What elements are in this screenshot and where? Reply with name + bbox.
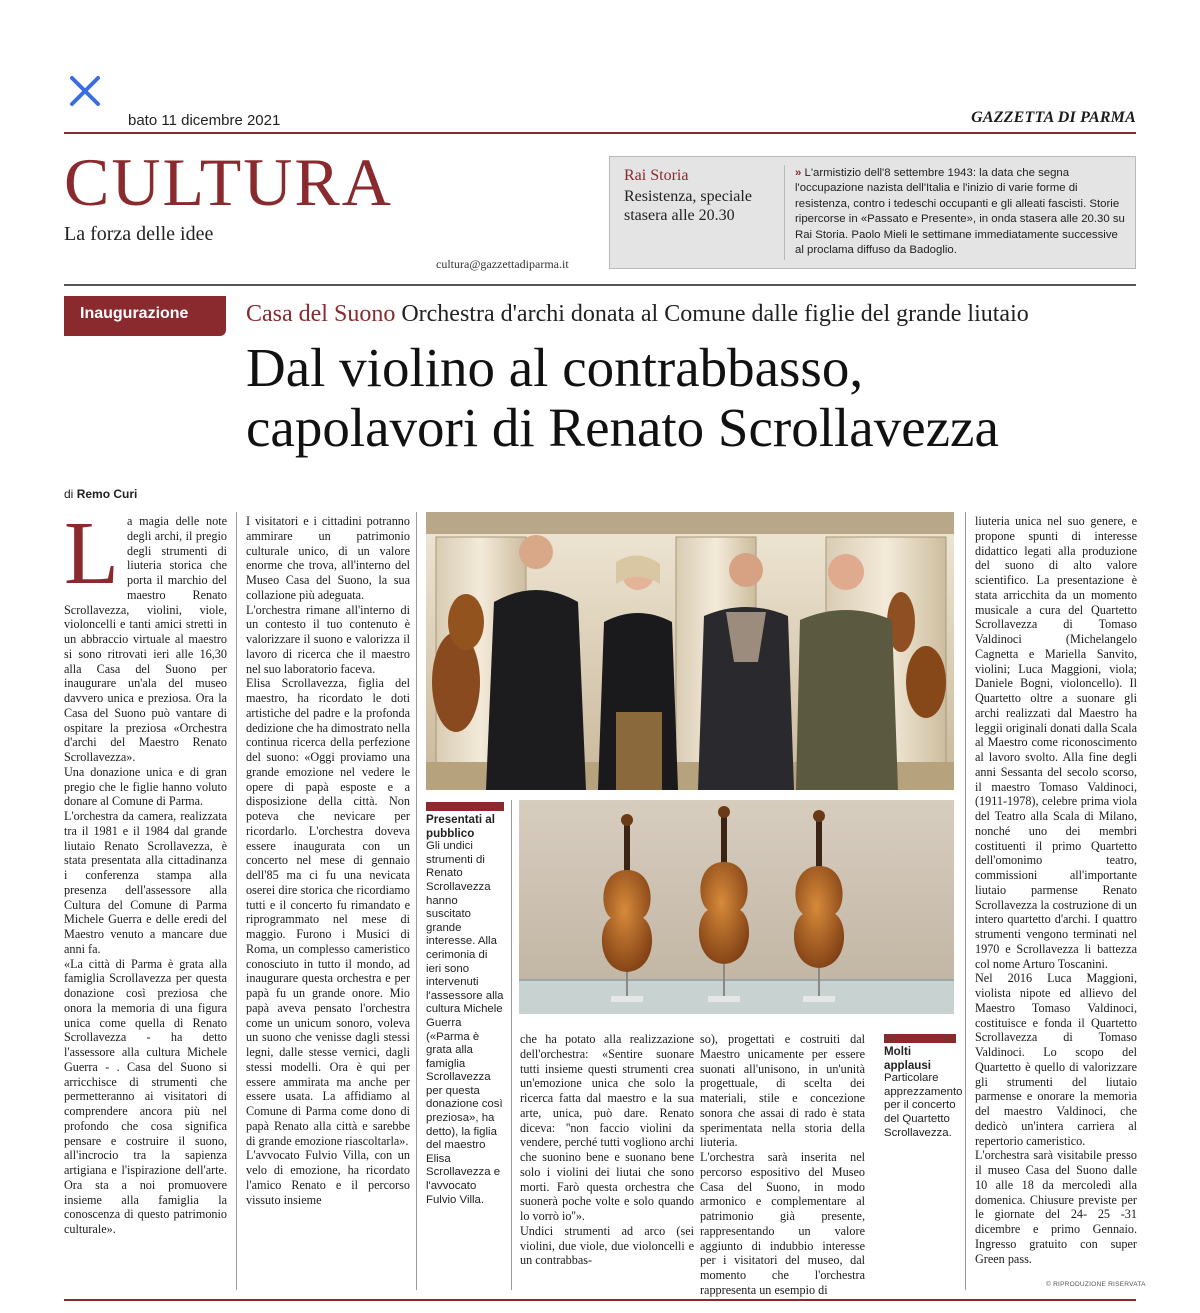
caption-bar [426, 802, 504, 811]
promo-divider [784, 165, 785, 260]
paragraph: L'orchestra rimane all'interno di un contesto il tuo contenuto è valorizzare il suono e valorizza il lavoro di ricerca che il maestro nel suo laboratorio faceva. [246, 602, 410, 676]
article-tag [64, 296, 226, 348]
article-column-5 [975, 514, 1137, 1266]
article-column-4 [700, 1032, 865, 1298]
photo-caption-1 [426, 802, 504, 1207]
paragraph [64, 504, 227, 765]
close-button[interactable] [62, 68, 108, 114]
paragraph: L'orchestra sarà inserita nel percorso espositivo del Museo Casa del Suono, in modo armonico e complementare al patrimonio già presente, rappresentando un valore aggiunto di indubbio interesse per i visitatori del museo, dal momento che l'orchestra rappresenta un esempio di [700, 1150, 865, 1297]
tv-promo-box [609, 156, 1136, 269]
section-rule [64, 284, 1136, 286]
caption-bar [884, 1034, 956, 1043]
article-column-3 [520, 1032, 694, 1268]
column-divider [236, 512, 237, 1290]
column-divider [511, 800, 512, 1290]
byline-prefix: di [64, 487, 74, 501]
column-divider [965, 512, 966, 1290]
byline-author: Remo Curi [76, 487, 138, 501]
promo-body: L'armistizio dell'8 settembre 1943: la data che segna l'occupazione nazista dell'Italia e l'inizio di varie forme di resistenza, contro i tedeschi occupanti e gli alleati fascisti. Storie ripercorse in «Passato e Presente», in onda stasera alle 20.30 su Rai Storia. Paolo Mieli le settimane immediatamente successive al proclama diffuso da Badoglio. [795, 167, 1125, 257]
paragraph: Elisa Scrollavezza, figlia del maestro, ha ricordato le doti artistiche del padre e la profonda dedizione che ha dimostrato nella continua ricerca della perfezione del suono: «Oggi proviamo una grande emozione nel vedere le opere di papà esposte e a disposizione della città. Non poteva che nevicare per ricordarlo. L'orchestra doveva essere inaugurata con un concerto nel mese di gennaio dell'85 ma ci fu una nevicata oserei dire storica che ricordiamo tutti e il concerto fu rimandato e riprogrammato nel mese di maggio. Furono i Musici di Roma, un complesso cameristico conosciuto in tutto il mondo, ad inaugurare questa orchestra e per papà fu un grande onore. Mio papà aveva pensato l'orchestra come un unicum sonoro, voleva un suono che venisse dagli stessi legni, dalle stesse vernici, dagli stessi modelli. Ora è qui per essere ammirata ma anche per essere usata. La affidiamo al Comune di Parma come dono di papà Renato alla città e sarebbe di grande emozione riascoltarla». [246, 676, 410, 1148]
section-email: cultura@gazzettadiparma.it [436, 257, 569, 271]
article-column-1 [64, 504, 227, 1237]
paragraph: che ha potato alla realizzazione dell'orchestra: «Sentire suonare tutti insieme questi strumenti crea un'emozione unica che solo la ricerca fatta dal maestro e la sua arte, unica, può dare. Renato diceva: ''non faccio violini da vendere, perché tutti vogliono archi che suonino bene e suonano bene solo i violini dei liutai che sono morti. Farò questa orchestra che suonerà poche volte e solo quando lo vorrò io''». [520, 1032, 694, 1223]
paragraph-text: a magia delle note degli archi, il pregio degli strumenti di liuteria storica che porta il marchio del maestro Renato Scrollavezza, violini, viole, violoncelli e tanti amici stretti in un abbraccio virtuale al maestro si sono ritrovati ieri alle 16,30 alla Casa del Suono per inaugurare un'ala del museo davvero unica e preziosa. Ora la Casa del Suono può vantare di ospitare la preziosa «Orchestra d'archi del Maestro Renato Scrollavezza». [64, 514, 227, 764]
photo-caption-2 [884, 1034, 963, 1140]
article-column-2 [246, 514, 410, 1207]
promo-lead: Resistenza, speciale stasera alle 20.30 [624, 188, 752, 224]
headline-line-2: capolavori di Renato Scrollavezza [246, 397, 999, 458]
close-icon [62, 68, 108, 114]
bottom-rule [64, 1299, 1136, 1301]
column-divider [416, 512, 417, 1290]
promo-channel: Rai Storia [624, 167, 689, 184]
caption-title: Molti applausi [884, 1045, 932, 1072]
section-title: CULTURA [64, 144, 393, 220]
paragraph: liuteria unica nel suo genere, e propone spunti di interesse didattico legati alla produzione del suono di alto valore scientifico. La presentazione è stata arricchita da un momento musicale a cura del Quartetto Scrollavezza di Tomaso Valdinoci (Michelangelo Cagnetta e Mariella Sanvito, violini; Luca Maggioni, viola; Daniele Bogni, violoncello). Il Quartetto oltre a suonare gli archi realizzati dal Maestro ha leggii originali donati dalla Scala al Maestro come riconoscimento al lavoro svolto. Alla fine degli anni Sessanta del secolo scorso, il maestro Tomaso Valdinoci, (1911-1978), celebre prima viola del Teatro alla Scala di Milano, nonché uno dei membri costituenti il primo Quartetto dell'omonimo teatro, commissioni all'importante liutaio parmense Renato Scrollavezza la costruzione di un intero quartetto d'archi. I quattro strumenti vengono terminati nel 1970 e Scrollavezza li battezza col nome Arturo Toscanini. [975, 514, 1137, 971]
caption-title: Presentati al pubblico [426, 813, 495, 840]
masthead: GAZZETTA DI PARMA [971, 109, 1136, 126]
page-date: bato 11 dicembre 2021 [128, 112, 281, 129]
byline [64, 487, 137, 501]
article-headline [246, 338, 999, 458]
paragraph: L'avvocato Fulvio Villa, con un velo di emozione, ha ricordato l'amico Renato e il percorso vissuto insieme [246, 1148, 410, 1207]
paragraph: so), progettati e costruiti dal Maestro unicamente per essere suonati all'unisono, in un'unità progettuale, di scelta dei materiali, stile e concezione sonora che assai di rado è stata sperimentata nella storia della liuteria. [700, 1032, 865, 1150]
kicker-main: Orchestra d'archi donata al Comune dalle figlie del grande liutaio [401, 301, 1029, 327]
copyright-notice: © RIPRODUZIONE RISERVATA [1046, 1281, 1146, 1288]
promo-text [795, 166, 1127, 258]
paragraph: I visitatori e i cittadini potranno ammirare un patrimonio culturale unico, di un valore enorme che trova, all'interno del Museo Casa del Suono, la sua collazione più adeguata. [246, 514, 410, 602]
paragraph: L'orchestra sarà visitabile presso il museo Casa del Suono dalle 10 alle 18 da mercoledì alla domenica. Chiusure previste per le giornate del 24- 25 -31 dicembre e primo Gennaio. Ingresso gratuito con super Green pass. [975, 1148, 1137, 1266]
promo-arrows: » [795, 167, 802, 179]
paragraph: Una donazione unica e di gran pregio che le figlie hanno voluto donare al Comune di Parma. [64, 764, 227, 809]
caption-text: Particolare apprezzamento per il concerto del Quartetto Scrollavezza. [884, 1072, 963, 1139]
article-kicker [246, 301, 1029, 328]
violins-photo [519, 800, 954, 1014]
kicker-accent: Casa del Suono [246, 301, 396, 327]
tag-label: Inaugurazione [80, 305, 189, 322]
paragraph: Nel 2016 Luca Maggioni, violista nipote ed allievo del Maestro Tomaso Valdinoci, costituisce e fonda il Quartetto Scrollavezza di Tomaso Valdinoci. Lo scopo del Quartetto è quello di valorizzare gli strumenti del liutaio parmense e onorare la memoria del maestro Valdinoci, che dedicò un'intera carriera al repertorio cameristico. [975, 971, 1137, 1148]
drop-cap: L [64, 504, 119, 603]
paragraph: L'orchestra da camera, realizzata tra il 1981 e il 1984 dal grande liutaio Renato Scrollavezza, è stata presentata alla cittadinanza i conferenza stampa alla presenza dell'assessore alla Cultura del Comune di Parma Michele Guerra e delle eredi del Maestro venuto a mancare due anni fa. [64, 809, 227, 956]
section-subtitle: La forza delle idee [64, 223, 214, 245]
paragraph: «La città di Parma è grata alla famiglia Scrollavezza per questa donazione così preziosa che onora la memoria di una figura unica come quella di Renato Scrollavezza - ha detto l'assessore alla cultura Michele Guerra - . Casa del Suono si arricchisce di strumenti che permetteranno ai visitatori di comprendere ancora più nel profondo che cosa significa pensare e costruire il suono, all'incrocio tra la sapienza artigiana e l'ispirazione dell'arte. Ora sta a noi promuovere insieme alla famiglia la conoscenza di questo patrimonio culturale». [64, 956, 227, 1236]
headline-line-1: Dal violino al contrabbasso, [246, 337, 864, 398]
group-photo [426, 512, 954, 790]
caption-text: Gli undici strumenti di Renato Scrollavezza hanno suscitato grande interesse. Alla cerimonia di ieri sono intervenuti l'assessore alla cultura Michele Guerra («Parma è grata alla famiglia Scrollavezza per questa donazione così preziosa», ha detto), la figlia del maestro Elisa Scrollavezza e l'avvocato Fulvio Villa. [426, 840, 504, 1206]
paragraph: Undici strumenti ad arco (sei violini, due viole, due violoncelli e un contrabbas- [520, 1223, 694, 1268]
top-rule [64, 132, 1136, 134]
